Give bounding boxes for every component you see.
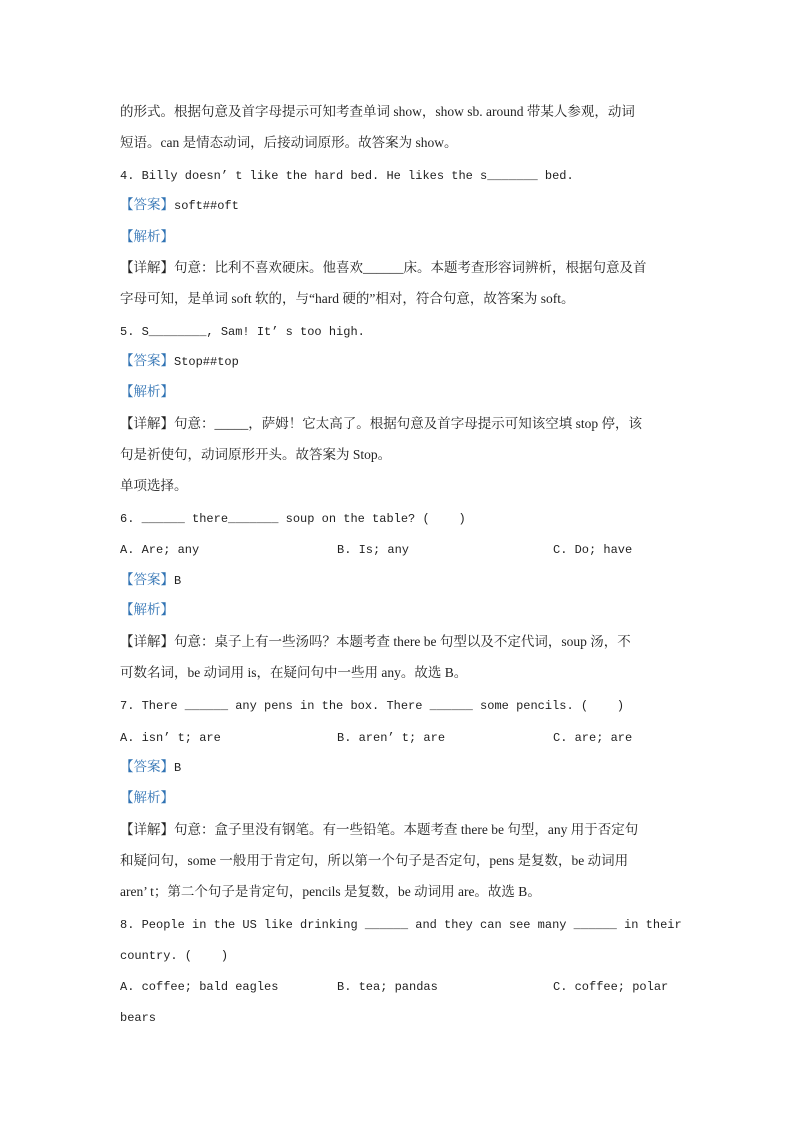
question-6-option-c: C. Do; have (553, 543, 633, 557)
answer-label: 【答案】 (120, 353, 174, 368)
question-7-answer (120, 757, 181, 777)
explanation-continuation-line-1: 的形式。根据句意及首字母提示可知考查单词 show，show sb. around 带某人参观，动词 (120, 104, 635, 119)
question-4-detail-line-1 (120, 258, 647, 278)
question-5-answer (120, 351, 239, 371)
question-6-stem: 6. ______ there_______ soup on the table? ( ) (120, 512, 466, 526)
question-6-detail-line-1 (120, 632, 631, 652)
answer-label: 【答案】 (120, 197, 174, 212)
detail-label: 【详解】 (120, 260, 174, 275)
detail-label: 【详解】 (120, 634, 174, 649)
question-6-answer (120, 570, 181, 590)
detail-label: 【详解】 (120, 822, 174, 837)
question-4-stem: 4. Billy doesn’ t like the hard bed. He likes the s_______ bed. (120, 169, 574, 183)
question-8-stem-line-2: country. ( ) (120, 949, 229, 963)
question-8-option-a: A. coffee; bald eagles (120, 980, 279, 994)
answer-label: 【答案】 (120, 759, 174, 774)
question-5-detail-line-1 (120, 414, 642, 434)
question-8-option-c: C. coffee; polar (553, 980, 669, 994)
question-4-answer (120, 195, 239, 215)
answer-label: 【答案】 (120, 572, 174, 587)
answer-value: B (174, 574, 182, 588)
question-6-option-b: B. Is; any (337, 543, 410, 557)
question-6-option-a: A. Are; any (120, 543, 200, 557)
question-7-stem: 7. There ______ any pens in the box. There ______ some pencils. ( ) (120, 699, 625, 713)
question-8-option-b: B. tea; pandas (337, 980, 438, 994)
question-8-option-c-continuation: bears (120, 1011, 157, 1025)
detail-text: 句意：比利不喜欢硬床。他喜欢______床。本题考查形容词辨析，根据句意及首 (174, 260, 647, 275)
question-6-analysis-label: 【解析】 (120, 602, 174, 617)
question-4-detail-line-2: 字母可知，是单词 soft 软的，与“hard 硬的”相对，符合句意，故答案为 soft。 (120, 291, 575, 306)
detail-text: 句意：_____，萨姆！它太高了。根据句意及首字母提示可知该空填 stop 停，该 (174, 416, 643, 431)
question-7-analysis-label: 【解析】 (120, 790, 174, 805)
question-7-option-c: C. are; are (553, 731, 633, 745)
question-6-detail-line-2: 可数名词，be 动词用 is，在疑问句中一些用 any。故选 B。 (120, 665, 468, 680)
question-8-stem-line-1: 8. People in the US like drinking ______ and they can see many ______ in their (120, 918, 682, 932)
question-5-analysis-label: 【解析】 (120, 384, 174, 399)
question-5-stem: 5. S________, Sam! It’ s too high. (120, 325, 365, 339)
detail-text: 句意：桌子上有一些汤吗？本题考查 there be 句型以及不定代词，soup 汤，不 (174, 634, 631, 649)
question-7-option-b: B. aren’ t; are (337, 731, 446, 745)
question-5-detail-line-2: 句是祈使句，动词原形开头。故答案为 Stop。 (120, 447, 392, 462)
answer-value: Stop##top (174, 355, 239, 369)
question-7-detail-line-2: 和疑问句，some 一般用于肯定句，所以第一个句子是否定句，pens 是复数，be 动词用 (120, 853, 629, 868)
detail-label: 【详解】 (120, 416, 174, 431)
question-7-detail-line-1 (120, 820, 638, 840)
question-7-detail-line-3: aren’ t；第二个句子是肯定句，pencils 是复数，be 动词用 are。故选 B。 (120, 884, 541, 899)
question-7-option-a: A. isn’ t; are (120, 731, 221, 745)
answer-value: B (174, 761, 182, 775)
answer-value: soft##oft (174, 199, 239, 213)
section-heading: 单项选择。 (120, 478, 188, 493)
explanation-continuation-line-2: 短语。can 是情态动词，后接动词原形。故答案为 show。 (120, 135, 458, 150)
detail-text: 句意：盒子里没有钢笔。有一些铅笔。本题考查 there be 句型，any 用于否定句 (174, 822, 639, 837)
question-4-analysis-label: 【解析】 (120, 229, 174, 244)
